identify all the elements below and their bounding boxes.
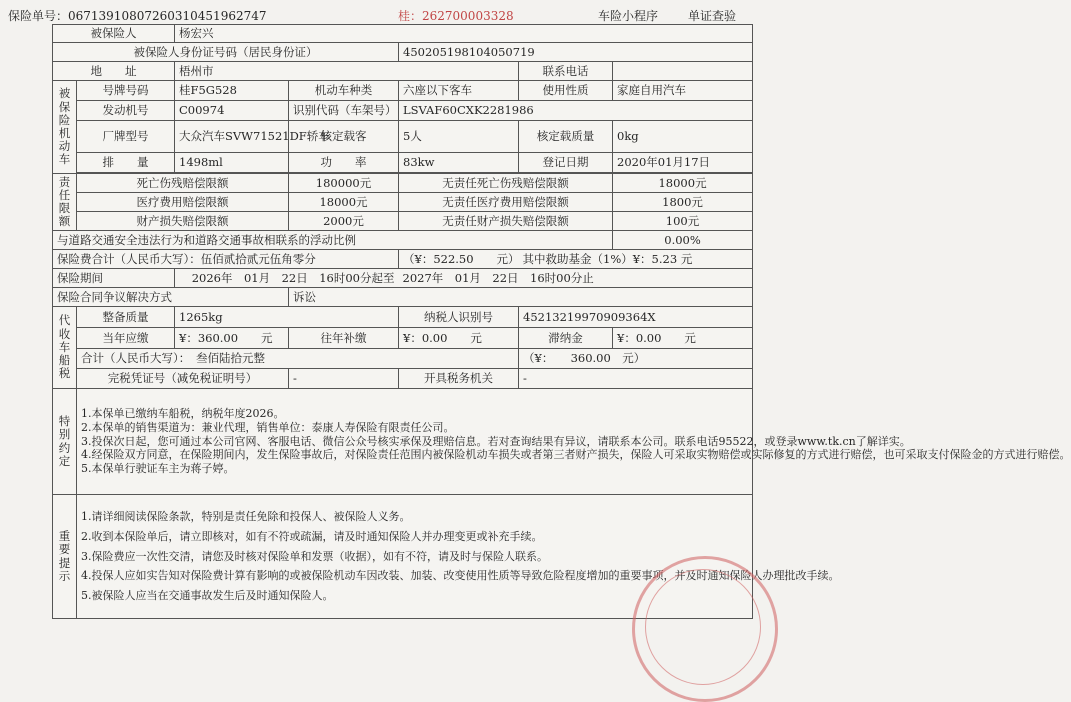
tax-office-value: - [519,369,753,389]
tax-office-label: 开具税务机关 [399,369,519,389]
tax-cert-label: 完税凭证号（减免税证明号） [77,369,289,389]
vehicle-section-label: 被 保 险 机 动 车 [53,81,77,174]
important-note-line: 3.保险费应一次性交清，请您及时核对保险单和发票（收据），如有不符，请及时与保险人联系。 [81,549,548,563]
tax-total-value: （¥： 360.00 元） [519,349,753,369]
tax-cert-value: - [289,369,399,389]
important-note-line: 2.收到本保险单后，请立即核对，如有不符或疏漏，请及时通知保险人并办理变更或补充手续。 [81,529,543,543]
company-seal [632,556,778,702]
important-note-line: 5.被保险人应当在交通事故发生后及时通知保险人。 [81,589,334,603]
model-value: 大众汽车SVW71521DF轿车 [175,121,289,153]
limit-value: 2000元 [289,212,399,231]
mass-label: 核定载质量 [519,121,613,153]
engine-label: 发动机号 [77,101,175,121]
premium-label: 保险费合计（人民币大写）：伍佰贰拾贰元伍角零分 [53,250,399,269]
taxpayer-id-value: 45213219970909364X [519,307,753,328]
float-ratio-label: 与道路交通安全违法行为和道路交通事故相联系的浮动比例 [53,231,613,250]
nofault-limit-label: 无责任死亡伤残赔偿限额 [399,174,613,193]
vin-label: 识别代码（车架号） [289,101,399,121]
nofault-limit-value: 100元 [613,212,753,231]
important-note-line: 4.投保人应如实告知对保险费计算有影响的或被保险机动车因改装、加装、改变使用性质等导致危险程度增加的重要事项，并及时通知保险人办理批改手续。 [81,569,840,583]
special-term-line: 4.经保险双方同意，在保险期间内，发生保险事故后，对保险责任范围内被保险机动车损失或者第三者财产损失，保险人可采取实物赔偿或实际修复的方式进行赔偿，也可采取支付保险金的方式进行赔偿。 [81,448,1071,462]
limit-label: 财产损失赔偿限额 [77,212,289,231]
insured-value: 杨宏兴 [175,25,753,43]
mass-value: 0kg [613,121,753,153]
special-term-line: 3.投保次日起，您可通过本公司官网、客服电话、微信公众号核实承保及理赔信息。若对查询结果有异议，请联系本公司。联系电话95522，或登录www.tk.cn了解详实。 [81,434,911,448]
limit-value: 180000元 [289,174,399,193]
period-to: 2027年 01月 22日 16时00分止 [399,269,753,288]
period-from: 2026年 01月 22日 16时00分起至 [175,269,399,288]
back-tax-value: ¥：0.00 元 [399,328,519,349]
curb-weight-label: 整备质量 [77,307,175,328]
nofault-limit-value: 1800元 [613,193,753,212]
address-value: 梧州市 [175,62,519,81]
nofault-limit-label: 无责任医疗费用赔偿限额 [399,193,613,212]
reg-date-value: 2020年01月17日 [613,153,753,173]
displacement-label: 排 量 [77,153,175,173]
tax-section-label: 代 收 车 船 税 [53,307,77,389]
id-number-label: 被保险人身份证号码（居民身份证） [53,43,399,62]
policy-number: 保险单号：06713910807260310451962747 [8,9,267,23]
power-value: 83kw [399,153,519,173]
vehicle-type-value: 六座以下客车 [399,81,519,101]
dispute-value: 诉讼 [289,288,753,307]
mini-program-link[interactable]: 车险小程序 [598,9,659,23]
phone-label: 联系电话 [519,62,613,81]
float-ratio-value: 0.00% [613,231,753,250]
usage-label: 使用性质 [519,81,613,101]
tax-due-label: 当年应缴 [77,328,175,349]
period-label: 保险期间 [53,269,175,288]
power-label: 功 率 [289,153,399,173]
vehicle-type-label: 机动车种类 [289,81,399,101]
dispute-label: 保险合同争议解决方式 [53,288,289,307]
important-note-line: 1.请详细阅读保险条款，特别是责任免除和投保人、被保险人义务。 [81,510,411,524]
rescue-fund: 其中救助基金（1%）¥：5.23 元 [519,250,753,269]
limit-value: 18000元 [289,193,399,212]
id-number-value: 450205198104050719 [399,43,753,62]
curb-weight-value: 1265kg [175,307,399,328]
limit-label: 死亡伤残赔偿限额 [77,174,289,193]
insured-label: 被保险人 [53,25,175,43]
taxpayer-id-label: 纳税人识别号 [399,307,519,328]
plate-label: 号牌号码 [77,81,175,101]
special-term-line: 2.本保单的销售渠道为：兼业代理，销售单位：泰康人寿保险有限责任公司。 [81,420,455,434]
tax-due-value: ¥：360.00 元 [175,328,289,349]
tax-total-label: 合计（人民币大写）： 叁佰陆拾元整 [77,349,519,369]
vin-value: LSVAF60CXK2281986 [399,101,753,121]
engine-value: C00974 [175,101,289,121]
late-fee-label: 滞纳金 [519,328,613,349]
seats-value: 5人 [399,121,519,153]
address-label: 地 址 [53,62,175,81]
phone-value [613,62,753,81]
displacement-value: 1498ml [175,153,289,173]
special-terms [77,389,1071,495]
nofault-limit-label: 无责任财产损失赔偿限额 [399,212,613,231]
premium-amount: （¥：522.50 元） [399,250,519,269]
policy-table [52,24,1071,619]
back-tax-label: 往年补缴 [289,328,399,349]
seats-label: 核定载客 [289,121,399,153]
limit-label: 医疗费用赔偿限额 [77,193,289,212]
header-bar [0,4,800,26]
special-section-label: 特 别 约 定 [53,389,77,495]
usage-value: 家庭自用汽车 [613,81,753,101]
special-term-line: 1.本保单已缴纳车船税，纳税年度2026。 [81,407,285,421]
important-section-label: 重 要 提 示 [53,495,77,619]
reg-date-label: 登记日期 [519,153,613,173]
verify-link[interactable]: 单证查验 [688,9,737,23]
service-phone: 桂：262700003328 [398,9,514,23]
nofault-limit-value: 18000元 [613,174,753,193]
limits-section-label: 责 任 限 额 [53,174,77,231]
plate-value: 桂F5G528 [175,81,289,101]
special-term-line: 5.本保单行驶证车主为蒋子婷。 [81,462,235,476]
model-label: 厂牌型号 [77,121,175,153]
late-fee-value: ¥：0.00 元 [613,328,753,349]
